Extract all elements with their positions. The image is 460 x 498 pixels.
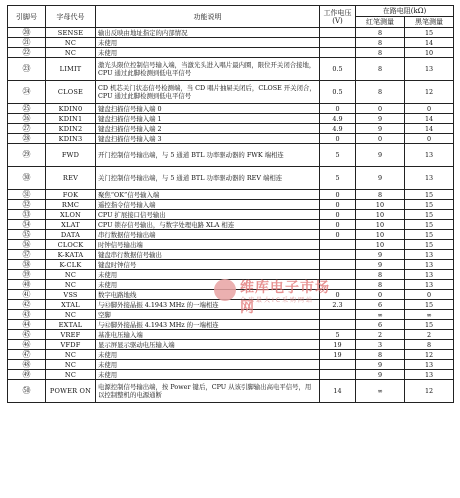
pin-function: 键盘串行数据信号输出 bbox=[96, 250, 320, 260]
red-probe-resistance: 3 bbox=[356, 340, 405, 350]
pin-number: ㊳ bbox=[8, 260, 46, 270]
pin-code: POWER ON bbox=[46, 380, 96, 403]
black-probe-resistance: 13 bbox=[405, 250, 454, 260]
header-pin: 引脚号 bbox=[8, 6, 46, 28]
working-voltage: 0 bbox=[320, 290, 356, 300]
pin-function: 未使用 bbox=[96, 370, 320, 380]
working-voltage: 4.9 bbox=[320, 124, 356, 134]
black-probe-resistance: 13 bbox=[405, 270, 454, 280]
table-row bbox=[8, 144, 454, 167]
pin-number: ㊻ bbox=[8, 340, 46, 350]
pin-function: 空脚 bbox=[96, 310, 320, 320]
pin-code: K-CLK bbox=[46, 260, 96, 270]
black-probe-resistance: 15 bbox=[405, 240, 454, 250]
pin-code: KDIN1 bbox=[46, 114, 96, 124]
table-row bbox=[8, 230, 454, 240]
pin-function-table-sheet bbox=[7, 5, 453, 403]
black-probe-resistance: 15 bbox=[405, 210, 454, 220]
pin-code: NC bbox=[46, 270, 96, 280]
pin-function: 激光头限位控制信号输入端，当激光头进入唱片最内圈，限位开关闭合接地，CPU 通过此脚检测到低电平信号 bbox=[96, 58, 320, 81]
pin-function: 键盘扫描信号输入端 2 bbox=[96, 124, 320, 134]
black-probe-resistance: 14 bbox=[405, 114, 454, 124]
black-probe-resistance: 0 bbox=[405, 134, 454, 144]
pin-function: 聚焦“OK”信号输入端 bbox=[96, 190, 320, 200]
pin-function: 与㊷脚外接晶振 4.1943 MHz 的一端相连 bbox=[96, 320, 320, 330]
red-probe-resistance: 0 bbox=[356, 290, 405, 300]
working-voltage bbox=[320, 38, 356, 48]
pin-code: VSS bbox=[46, 290, 96, 300]
red-probe-resistance: 10 bbox=[356, 220, 405, 230]
table-row bbox=[8, 167, 454, 190]
working-voltage: 19 bbox=[320, 350, 356, 360]
working-voltage bbox=[320, 250, 356, 260]
pin-number: ⑳ bbox=[8, 28, 46, 38]
pin-number: ㊸ bbox=[8, 310, 46, 320]
pin-code: CLOCK bbox=[46, 240, 96, 250]
red-probe-resistance: 9 bbox=[356, 360, 405, 370]
red-probe-resistance: 9 bbox=[356, 144, 405, 167]
black-probe-resistance: 12 bbox=[405, 81, 454, 104]
table-row bbox=[8, 360, 454, 370]
header-resistance: 在路电阻(kΩ) bbox=[356, 6, 454, 17]
working-voltage bbox=[320, 240, 356, 250]
working-voltage: 0 bbox=[320, 104, 356, 114]
black-probe-resistance: 12 bbox=[405, 380, 454, 403]
pin-code: NC bbox=[46, 310, 96, 320]
working-voltage bbox=[320, 370, 356, 380]
pin-code: FOK bbox=[46, 190, 96, 200]
pin-number: ㉒ bbox=[8, 48, 46, 58]
pin-function: 键盘时钟信号 bbox=[96, 260, 320, 270]
red-probe-resistance: 6 bbox=[356, 320, 405, 330]
pin-number: ㉘ bbox=[8, 134, 46, 144]
pin-number: ㉟ bbox=[8, 230, 46, 240]
pin-number: ㉖ bbox=[8, 114, 46, 124]
working-voltage: 0 bbox=[320, 220, 356, 230]
red-probe-resistance: 8 bbox=[356, 38, 405, 48]
pin-function: 键盘扫描信号输入端 1 bbox=[96, 114, 320, 124]
pin-number: ㊱ bbox=[8, 240, 46, 250]
pin-function: CPU 扩展接口信号输出 bbox=[96, 210, 320, 220]
table-row bbox=[8, 124, 454, 134]
black-probe-resistance: 13 bbox=[405, 280, 454, 290]
pin-code: KDIN0 bbox=[46, 104, 96, 114]
pin-code: NC bbox=[46, 360, 96, 370]
black-probe-resistance: 13 bbox=[405, 260, 454, 270]
working-voltage: 0 bbox=[320, 190, 356, 200]
pin-code: NC bbox=[46, 38, 96, 48]
pin-number: ㊶ bbox=[8, 290, 46, 300]
table-row bbox=[8, 310, 454, 320]
black-probe-resistance: 13 bbox=[405, 360, 454, 370]
black-probe-resistance: 13 bbox=[405, 144, 454, 167]
red-probe-resistance: 0 bbox=[356, 104, 405, 114]
red-probe-resistance: 9 bbox=[356, 260, 405, 270]
black-probe-resistance: 13 bbox=[405, 370, 454, 380]
table-row bbox=[8, 280, 454, 290]
red-probe-resistance: 0 bbox=[356, 134, 405, 144]
red-probe-resistance: 8 bbox=[356, 280, 405, 290]
red-probe-resistance: 8 bbox=[356, 48, 405, 58]
black-probe-resistance: 14 bbox=[405, 124, 454, 134]
red-probe-resistance: 8 bbox=[356, 81, 405, 104]
black-probe-resistance: ∞ bbox=[405, 310, 454, 320]
working-voltage: 14 bbox=[320, 380, 356, 403]
pin-number: ㊽ bbox=[8, 360, 46, 370]
table-row bbox=[8, 114, 454, 124]
working-voltage bbox=[320, 320, 356, 330]
pin-code: RMC bbox=[46, 200, 96, 210]
red-probe-resistance: 9 bbox=[356, 114, 405, 124]
red-probe-resistance: 6 bbox=[356, 300, 405, 310]
pin-code: NC bbox=[46, 280, 96, 290]
working-voltage: 5 bbox=[320, 330, 356, 340]
pin-code: XTAL bbox=[46, 300, 96, 310]
pin-number: ㉛ bbox=[8, 190, 46, 200]
red-probe-resistance: ∞ bbox=[356, 310, 405, 320]
black-probe-resistance: 13 bbox=[405, 167, 454, 190]
black-probe-resistance: 8 bbox=[405, 340, 454, 350]
red-probe-resistance: 8 bbox=[356, 270, 405, 280]
red-probe-resistance: 10 bbox=[356, 240, 405, 250]
pin-number: ㉔ bbox=[8, 81, 46, 104]
pin-code: NC bbox=[46, 48, 96, 58]
pin-code: NC bbox=[46, 350, 96, 360]
header-code: 字母代号 bbox=[46, 6, 96, 28]
header-voltage: 工作电压(V) bbox=[320, 6, 356, 28]
working-voltage: 0 bbox=[320, 210, 356, 220]
table-row bbox=[8, 260, 454, 270]
table-row bbox=[8, 270, 454, 280]
table-row bbox=[8, 210, 454, 220]
working-voltage: 19 bbox=[320, 340, 356, 350]
red-probe-resistance: 10 bbox=[356, 210, 405, 220]
table-row bbox=[8, 104, 454, 114]
pin-code: CLOSE bbox=[46, 81, 96, 104]
black-probe-resistance: 14 bbox=[405, 38, 454, 48]
table-row bbox=[8, 300, 454, 310]
pin-function-table bbox=[7, 5, 454, 403]
table-row bbox=[8, 81, 454, 104]
pin-number: ㊼ bbox=[8, 350, 46, 360]
working-voltage: 0.5 bbox=[320, 58, 356, 81]
red-probe-resistance: 9 bbox=[356, 250, 405, 260]
black-probe-resistance: 15 bbox=[405, 28, 454, 38]
pin-function: 关门控制信号输出端，与 5 通道 BTL 功率驱动器的 REV 端相连 bbox=[96, 167, 320, 190]
pin-number: ㊵ bbox=[8, 280, 46, 290]
red-probe-resistance: 10 bbox=[356, 200, 405, 210]
pin-function: 串行数据信号输出端 bbox=[96, 230, 320, 240]
pin-code: EXTAL bbox=[46, 320, 96, 330]
pin-function: 未使用 bbox=[96, 38, 320, 48]
table-row bbox=[8, 240, 454, 250]
pin-number: ㉑ bbox=[8, 38, 46, 48]
working-voltage bbox=[320, 360, 356, 370]
pin-number: ㊷ bbox=[8, 300, 46, 310]
black-probe-resistance: 15 bbox=[405, 220, 454, 230]
working-voltage: 0 bbox=[320, 230, 356, 240]
pin-code: DATA bbox=[46, 230, 96, 240]
working-voltage: 5 bbox=[320, 144, 356, 167]
working-voltage bbox=[320, 280, 356, 290]
black-probe-resistance: 15 bbox=[405, 300, 454, 310]
pin-number: ㊴ bbox=[8, 270, 46, 280]
pin-code: SENSE bbox=[46, 28, 96, 38]
pin-function: CPU 锁存信号输出，与数字处理电路 XLA 相连 bbox=[96, 220, 320, 230]
working-voltage: 0 bbox=[320, 200, 356, 210]
table-row bbox=[8, 28, 454, 38]
pin-number: ㊹ bbox=[8, 320, 46, 330]
pin-number: ㉕ bbox=[8, 104, 46, 114]
pin-function: 时钟信号输出端 bbox=[96, 240, 320, 250]
black-probe-resistance: 15 bbox=[405, 320, 454, 330]
header-function: 功能说明 bbox=[96, 6, 320, 28]
red-probe-resistance: ∞ bbox=[356, 380, 405, 403]
black-probe-resistance: 13 bbox=[405, 58, 454, 81]
pin-function: 电源控制信号输出端，按 Power 键后，CPU 从该引脚输出高电平信号，用以控制整机的电源通断 bbox=[96, 380, 320, 403]
pin-number: ㊿ bbox=[8, 380, 46, 403]
pin-code: KDIN3 bbox=[46, 134, 96, 144]
working-voltage bbox=[320, 260, 356, 270]
pin-function: 未使用 bbox=[96, 280, 320, 290]
pin-function: 开门控制信号输出端，与 5 通道 BTL 功率驱动器的 FWK 端相连 bbox=[96, 144, 320, 167]
pin-number: ㊺ bbox=[8, 330, 46, 340]
pin-number: ㉗ bbox=[8, 124, 46, 134]
pin-function: 基准电压输入端 bbox=[96, 330, 320, 340]
table-row bbox=[8, 200, 454, 210]
pin-function: 遥控指令信号输入端 bbox=[96, 200, 320, 210]
watermark-title: 维库电子市场网 bbox=[240, 280, 330, 316]
red-probe-resistance: 8 bbox=[356, 28, 405, 38]
black-probe-resistance: 12 bbox=[405, 350, 454, 360]
red-probe-resistance: 8 bbox=[356, 190, 405, 200]
pin-function: 键盘扫描信号输入端 3 bbox=[96, 134, 320, 144]
black-probe-resistance: 15 bbox=[405, 190, 454, 200]
header-red-probe: 红笔测量 bbox=[356, 17, 405, 28]
table-row bbox=[8, 290, 454, 300]
pin-function: 显示屏显示驱动电压输入端 bbox=[96, 340, 320, 350]
pin-number: ㉞ bbox=[8, 220, 46, 230]
table-row bbox=[8, 380, 454, 403]
table-body bbox=[8, 28, 454, 403]
table-row bbox=[8, 330, 454, 340]
working-voltage bbox=[320, 270, 356, 280]
table-row bbox=[8, 38, 454, 48]
working-voltage: 0 bbox=[320, 134, 356, 144]
red-probe-resistance: 9 bbox=[356, 124, 405, 134]
black-probe-resistance: 15 bbox=[405, 200, 454, 210]
pin-code: REV bbox=[46, 167, 96, 190]
pin-function: 数字电路地线 bbox=[96, 290, 320, 300]
pin-code: NC bbox=[46, 370, 96, 380]
table-row bbox=[8, 340, 454, 350]
table-row bbox=[8, 250, 454, 260]
pin-function: 键盘扫描信号输入端 0 bbox=[96, 104, 320, 114]
pin-function: 与㊸脚外接晶振 4.1943 MHz 的一端相连 bbox=[96, 300, 320, 310]
pin-number: ㉜ bbox=[8, 200, 46, 210]
black-probe-resistance: 0 bbox=[405, 104, 454, 114]
table-row bbox=[8, 320, 454, 330]
pin-code: K-KATA bbox=[46, 250, 96, 260]
table-row bbox=[8, 48, 454, 58]
red-probe-resistance: 8 bbox=[356, 350, 405, 360]
red-probe-resistance: 10 bbox=[356, 230, 405, 240]
watermark-subtitle: 全球最大IC采购网站 bbox=[240, 297, 314, 304]
red-probe-resistance: 2 bbox=[356, 330, 405, 340]
working-voltage: 0.5 bbox=[320, 81, 356, 104]
table-row bbox=[8, 220, 454, 230]
pin-function: 未使用 bbox=[96, 48, 320, 58]
pin-function: 未使用 bbox=[96, 360, 320, 370]
pin-function: 输出反映由地址指定的内部情况 bbox=[96, 28, 320, 38]
pin-code: VREF bbox=[46, 330, 96, 340]
pin-function: 未使用 bbox=[96, 270, 320, 280]
table-row bbox=[8, 350, 454, 360]
pin-function: 未使用 bbox=[96, 350, 320, 360]
pin-code: FWD bbox=[46, 144, 96, 167]
pin-number: ㊾ bbox=[8, 370, 46, 380]
pin-number: ㊲ bbox=[8, 250, 46, 260]
table-row bbox=[8, 58, 454, 81]
pin-code: XLON bbox=[46, 210, 96, 220]
working-voltage bbox=[320, 310, 356, 320]
table-row bbox=[8, 370, 454, 380]
red-probe-resistance: 9 bbox=[356, 167, 405, 190]
black-probe-resistance: 10 bbox=[405, 48, 454, 58]
pin-code: KDIN2 bbox=[46, 124, 96, 134]
pin-number: ㉙ bbox=[8, 144, 46, 167]
working-voltage bbox=[320, 48, 356, 58]
pin-code: VFDF bbox=[46, 340, 96, 350]
pin-number: ㉚ bbox=[8, 167, 46, 190]
black-probe-resistance: 0 bbox=[405, 290, 454, 300]
table-row bbox=[8, 134, 454, 144]
working-voltage bbox=[320, 28, 356, 38]
pin-function: CD 机芯关门状态信号检测端，当 CD 唱片抽屉关闭后，CLOSE 开关闭合，CPU 通过此脚检测到低电平信号 bbox=[96, 81, 320, 104]
black-probe-resistance: 15 bbox=[405, 230, 454, 240]
pin-number: ㉓ bbox=[8, 58, 46, 81]
black-probe-resistance: 2 bbox=[405, 330, 454, 340]
pin-code: XLAT bbox=[46, 220, 96, 230]
pin-code: LIMIT bbox=[46, 58, 96, 81]
working-voltage: 5 bbox=[320, 167, 356, 190]
red-probe-resistance: 9 bbox=[356, 370, 405, 380]
pin-number: ㉝ bbox=[8, 210, 46, 220]
table-row bbox=[8, 190, 454, 200]
working-voltage: 4.9 bbox=[320, 114, 356, 124]
working-voltage: 2.3 bbox=[320, 300, 356, 310]
red-probe-resistance: 8 bbox=[356, 58, 405, 81]
header-black-probe: 黑笔测量 bbox=[405, 17, 454, 28]
